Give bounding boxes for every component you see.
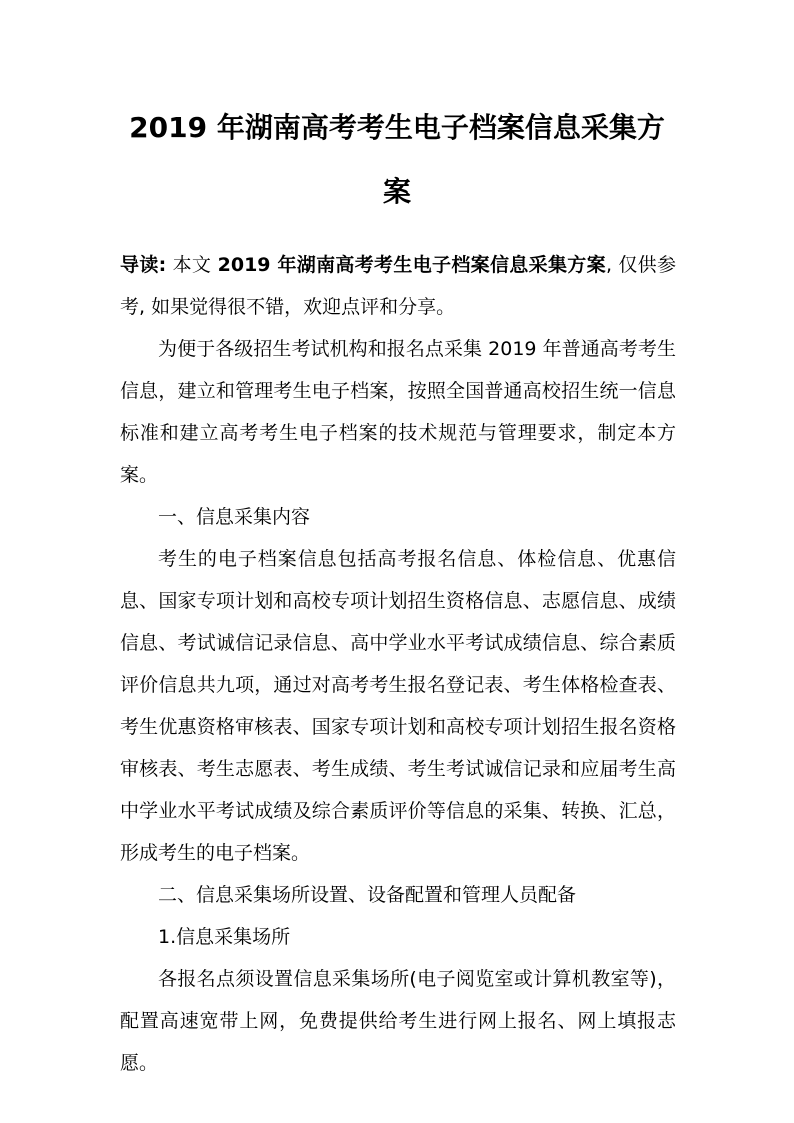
intro-label: 导读: [120,254,167,276]
document-title-line-2: 案 [382,175,411,208]
document-body [120,244,676,1084]
intro-bold-title: 2019 年湖南高考考生电子档案信息采集方案 [217,254,606,276]
paragraph-content: 考生的电子档案信息包括高考报名信息、体检信息、优惠信息、国家专项计划和高校专项计划招生资格信息、志愿信息、成绩信息、考试诚信记录信息、高中学业水平考试成绩信息、综合素质评价信息共九项，通过对高考考生报名登记表、考生体格检查表、考生优惠资格审核表、国家专项计划和高校专项计划招生报名资格审核表、考生志愿表、考生成绩、考生考试诚信记录和应届考生高中学业水平考试成绩及综合素质评价等信息的采集、转换、汇总，形成考生的电子档案。 [120,548,676,864]
paragraph-venue: 各报名点须设置信息采集场所(电子阅览室或计算机教室等)，配置高速宽带上网，免费提供给考生进行网上报名、网上填报志愿。 [120,968,676,1074]
subsection-heading-1: 1.信息采集场所 [158,926,291,948]
document-title-line-1: 2019 年湖南高考考生电子档案信息采集方 [129,111,665,144]
section-heading-2: 二、信息采集场所设置、设备配置和管理人员配备 [158,884,577,906]
intro-paragraph [120,244,676,328]
paragraph-purpose: 为便于各级招生考试机构和报名点采集 2019 年普通高考考生信息，建立和管理考生电子档案，按照全国普通高校招生统一信息标准和建立高考考生电子档案的技术规范与管理要求，制定本方案。 [120,338,676,486]
section-heading-1: 一、信息采集内容 [158,506,311,528]
intro-prefix: 本文 [166,254,218,276]
intro-suffix: , 仅供参考, 如果觉得很不错，欢迎点评和分享。 [120,254,676,318]
